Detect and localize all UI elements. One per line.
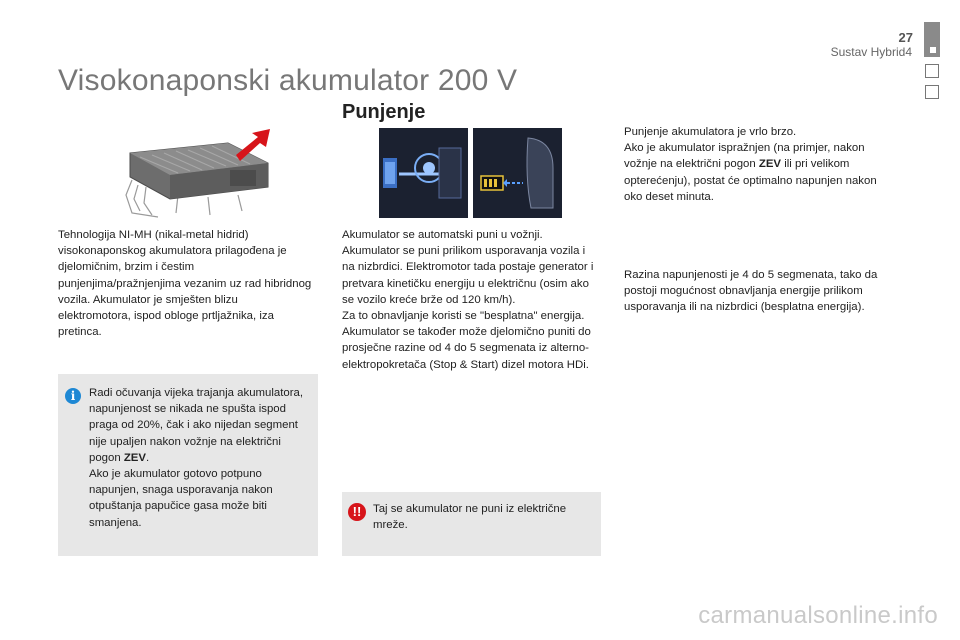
warning-note-text: Taj se akumulator ne puni iz električne mreže. [373,503,567,532]
info-icon: i [65,388,81,404]
technology-paragraph: Tehnologija NI-MH (nikal-metal hidrid) visokonaponskog akumulatora prilagođena je djelomičnim, brzim i čestim punjenjima/pražnjenjima vezanim uz rad hibridnog vozila. Akumulator je smješten blizu elektromotora, ispod obloge prtljažnika, iza pretinca. [58,229,312,339]
fast-charging-paragraph-2: Ako je akumulator ispražnjen (na primjer, nakon vožnje na električni pogon ZEV ili pri velikom opterećenju), postat će optimalno napunjen nakon oko deset minuta. [624,142,877,203]
chapter-tab[interactable] [925,64,939,78]
chapter-tab[interactable] [925,85,939,99]
battery-flow-photo [473,128,562,218]
chapter-tab-active[interactable] [924,22,940,57]
info-note [58,374,318,556]
section-subtitle: Punjenje [342,101,426,123]
charging-paragraph-2: Akumulator se puni prilikom usporavanja vozila i na nizbrdici. Elektromotor tada postaje generator i pretvara kinetičku energiju u električnu (osim ako se vozilo kreće brže od 120 km/h). [342,245,594,306]
charging-description [342,227,600,373]
section-label: Sustav Hybrid4 [830,45,912,59]
charging-paragraph-3: Za to obnavljanje koristi se "besplatna" energija. [342,310,585,323]
charging-paragraph-1: Akumulator se automatski puni u vožnji. [342,229,543,241]
info-note-text: Radi očuvanja vijeka trajanja akumulatora, napunjenost se nikada ne spušta ispod praga od 20%, čak i ako nijedan segment nije upaljen nakon vožnje na električni pogon ZEV. Ako je akumulator gotovo potpuno napunjen, snaga usporavanja nakon otpuštanja papučice gasa može biti smanjena. [89,387,304,529]
fast-charging-paragraph-1: Punjenje akumulatora je vrlo brzo. [624,126,797,138]
engine-photo [379,128,468,218]
battery-illustration [118,125,283,220]
watermark: carmanualsonline.info [698,602,938,629]
warning-note [342,492,601,556]
page-title: Visokonaponski akumulator 200 V [58,64,518,97]
warning-icon: !! [348,503,366,521]
page-number: 27 [898,30,913,45]
fast-charging-text [624,124,889,205]
charge-level-paragraph: Razina napunjenosti je 4 do 5 segmenata, tako da postoji mogućnost obnavljanja energije prilikom usporavanja ili na nizbrdici (besplatna energija). [624,269,878,314]
charging-paragraph-4: Akumulator se također može djelomično puniti do prosječne razine od 4 do 5 segmenata iz alterno-elektropokretača (Stop & Start) dizel motora HDi. [342,326,591,371]
chapter-tabs [925,22,941,106]
